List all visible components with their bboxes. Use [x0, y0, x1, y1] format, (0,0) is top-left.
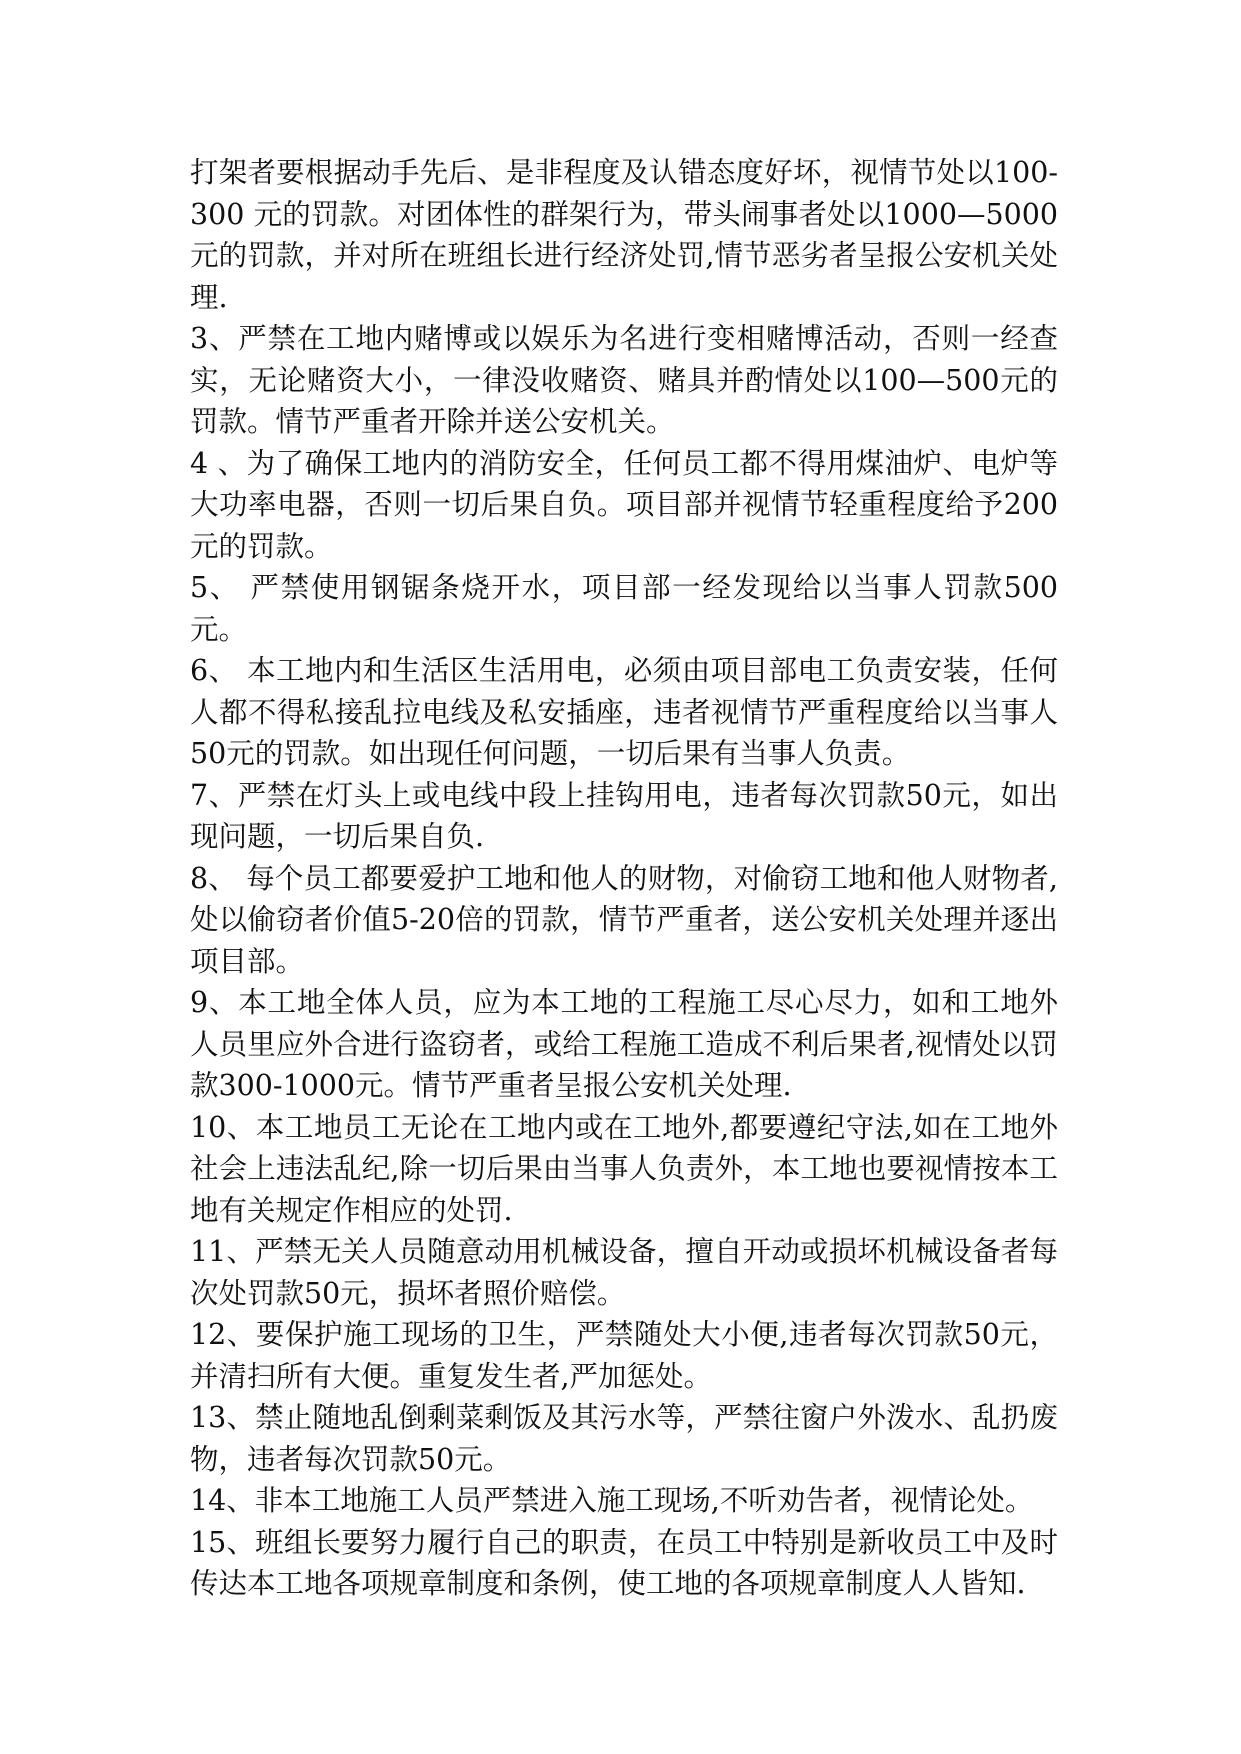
paragraph-rule-15: 15、班组长要努力履行自己的职责，在员工中特别是新收员工中及时传达本工地各项规章制度和条例，使工地的各项规章制度人人皆知. — [190, 1525, 1058, 1600]
paragraph-rule-14: 14、非本工地施工人员严禁进入施工现场,不听劝告者，视情论处。 — [190, 1484, 1034, 1517]
paragraph-rule-11: 11、严禁无关人员随意动用机械设备，擅自开动或损坏机械设备者每次处罚款50元，损坏者照价赔偿。 — [190, 1235, 1058, 1310]
paragraph-fight-penalty: 打架者要根据动手先后、是非程度及认错态度好坏，视情节处以100-300 元的罚款。对团体性的群架行为，带头闹事者处以1000—5000元的罚款，并对所在班组长进行经济处罚,情节恶劣者呈报公安机关处理. — [190, 156, 1058, 314]
paragraph-rule-4: 4 、为了确保工地内的消防安全，任何员工都不得用煤油炉、电炉等大功率电器，否则一切后果自负。项目部并视情节轻重程度给予200元的罚款。 — [190, 446, 1058, 563]
paragraph-rule-10: 10、本工地员工无论在工地内或在工地外,都要遵纪守法,如在工地外社会上违法乱纪,除一切后果由当事人负责外，本工地也要视情按本工地有关规定作相应的处罚. — [190, 1110, 1058, 1227]
paragraph-rule-12: 12、要保护施工现场的卫生，严禁随处大小便,违者每次罚款50元，并清扫所有大便。重复发生者,严加惩处。 — [190, 1318, 1058, 1393]
paragraph-rule-9: 9、本工地全体人员，应为本工地的工程施工尽心尽力，如和工地外人员里应外合进行盗窃者，或给工程施工造成不利后果者,视情处以罚款300-1000元。情节严重者呈报公安机关处理. — [190, 986, 1058, 1102]
paragraph-rule-7: 7、严禁在灯头上或电线中段上挂钩用电，违者每次罚款50元，如出现问题，一切后果自负. — [190, 778, 1058, 853]
paragraph-rule-5: 5、 严禁使用钢锯条烧开水，项目部一经发现给以当事人罚款500元。 — [190, 571, 1058, 646]
paragraph-rule-3: 3、严禁在工地内赌博或以娱乐为名进行变相赌博活动，否则一经查实，无论赌资大小，一律没收赌资、赌具并酌情处以100—500元的罚款。情节严重者开除并送公安机关。 — [190, 322, 1058, 438]
document-body — [190, 152, 1058, 1605]
paragraph-rule-6: 6、 本工地内和生活区生活用电，必须由项目部电工负责安装，任何人都不得私接乱拉电线及私安插座，违者视情节严重程度给以当事人50元的罚款。如出现任何问题，一切后果有当事人负责。 — [190, 654, 1058, 770]
paragraph-rule-13: 13、禁止随地乱倒剩菜剩饭及其污水等，严禁往窗户外泼水、乱扔废物，违者每次罚款50元。 — [190, 1401, 1058, 1476]
paragraph-rule-8: 8、 每个员工都要爱护工地和他人的财物，对偷窃工地和他人财物者,处以偷窃者价值5-20倍的罚款，情节严重者，送公安机关处理并逐出项目部。 — [190, 861, 1058, 978]
